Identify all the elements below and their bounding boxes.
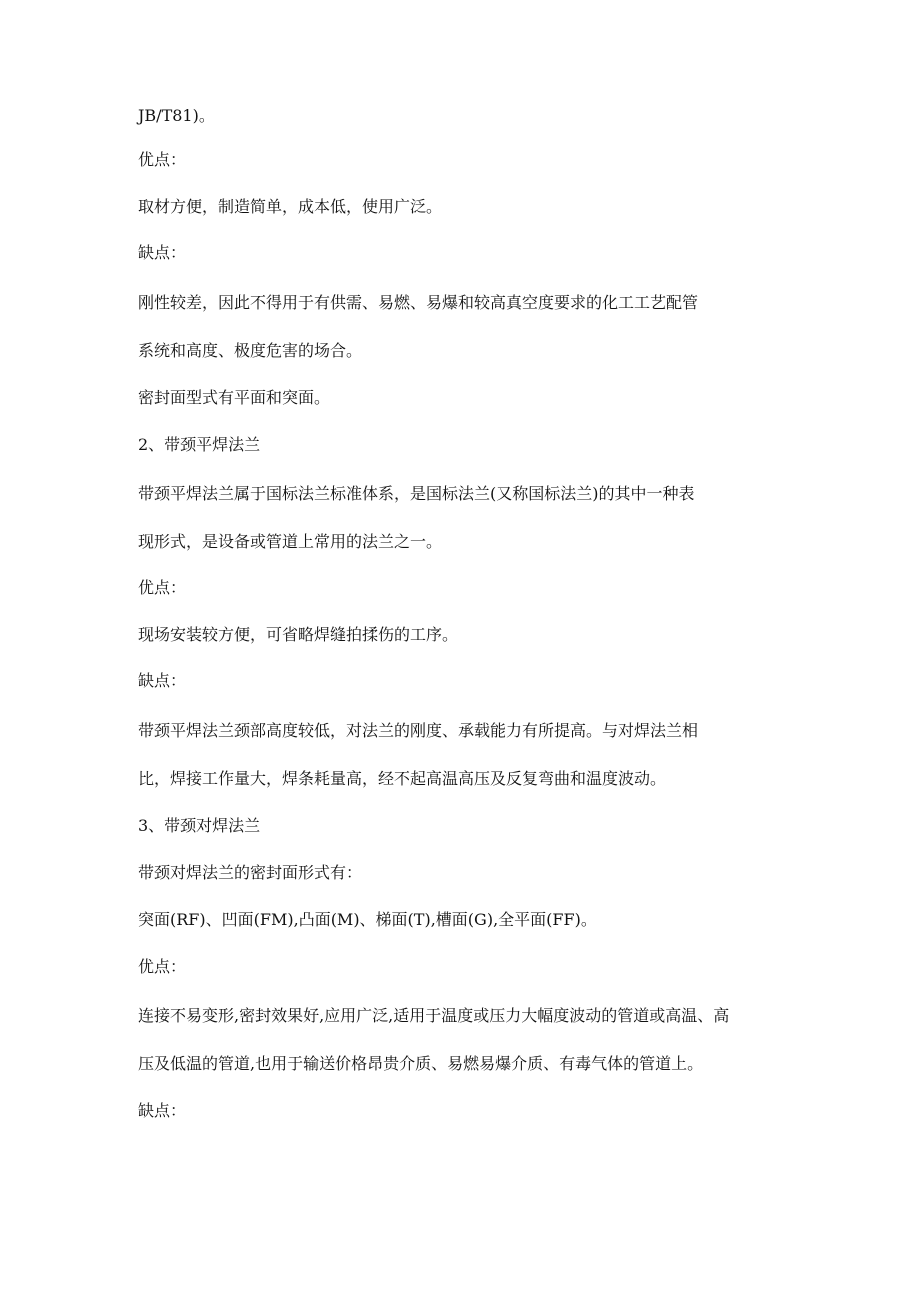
- text-line: 密封面型式有平面和突面。: [138, 388, 331, 407]
- text-line: JB/T81)。: [138, 106, 215, 125]
- text-line: 取材方便，制造简单，成本低，使用广泛。: [138, 197, 443, 216]
- text-line: 3、带颈对焊法兰: [138, 816, 261, 835]
- text-line: 2、带颈平焊法兰: [138, 435, 261, 454]
- text-line: 现场安装较方便，可省略焊缝拍揉伤的工序。: [138, 625, 459, 644]
- text-line: 缺点：: [138, 1101, 187, 1120]
- text-line: 连接不易变形,密封效果好,应用广泛,适用于温度或压力大幅度波动的管道或高温、高: [138, 1006, 730, 1025]
- text-line: 带颈平焊法兰颈部高度较低，对法兰的刚度、承载能力有所提高。与对焊法兰相: [138, 721, 699, 740]
- text-line: 缺点：: [138, 671, 187, 690]
- text-line: 突面(RF)、凹面(FM),凸面(M)、梯面(T),槽面(G),全平面(FF)。: [138, 910, 597, 929]
- text-line: 带颈平焊法兰属于国标法兰标准体系，是国标法兰(又称国标法兰)的其中一种表: [138, 484, 695, 503]
- text-line: 带颈对焊法兰的密封面形式有：: [138, 863, 363, 882]
- text-line: 比，焊接工作量大，焊条耗量高，经不起高温高压及反复弯曲和温度波动。: [138, 769, 667, 788]
- text-line: 优点：: [138, 150, 187, 169]
- text-line: 压及低温的管道,也用于输送价格昂贵介质、易燃易爆介质、有毒气体的管道上。: [138, 1054, 704, 1073]
- text-line: 优点：: [138, 957, 187, 976]
- text-line: 缺点：: [138, 243, 187, 262]
- text-line: 刚性较差，因此不得用于有供需、易燃、易爆和较高真空度要求的化工工艺配管: [138, 293, 699, 312]
- text-line: 系统和高度、极度危害的场合。: [138, 341, 363, 360]
- text-line: 现形式，是设备或管道上常用的法兰之一。: [138, 532, 443, 551]
- text-line: 优点：: [138, 578, 187, 597]
